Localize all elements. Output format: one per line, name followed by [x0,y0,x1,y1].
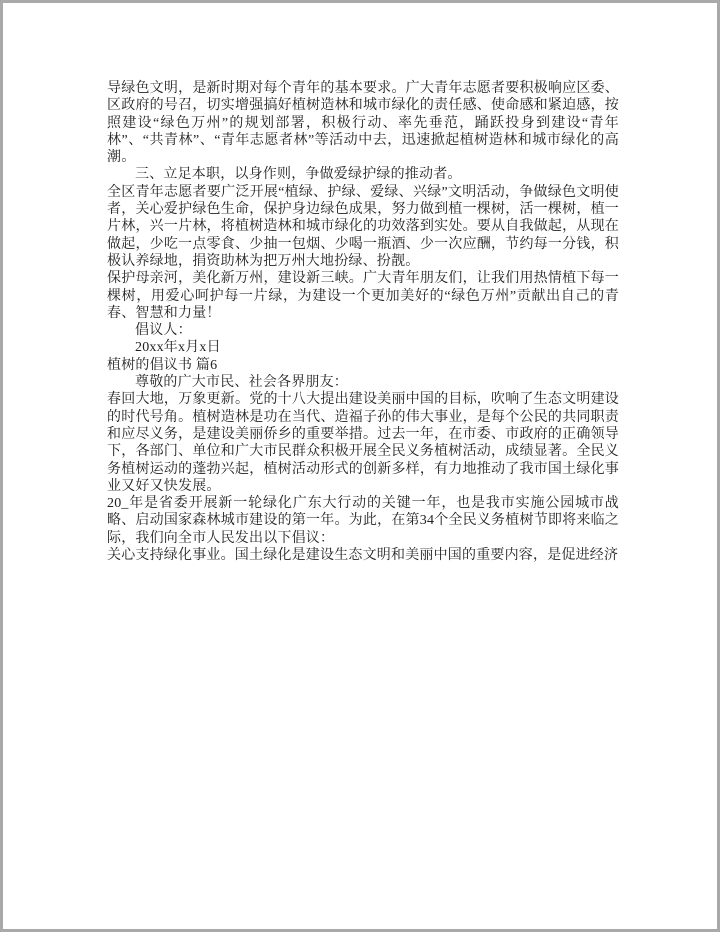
body-paragraph: 保护母亲河，美化新万州，建设新三峡。广大青年朋友们，让我们用热情植下每一棵树，用爱心呵护每一片绿，为建设一个更加美好的“绿色万州”贡献出自己的青春、智慧和力量！ [107,271,619,321]
document-content [107,80,619,564]
body-paragraph: 全区青年志愿者要广泛开展“植绿、护绿、爱绿、兴绿”文明活动，争做绿色文明使者，关心爱护绿色生命，保护身边绿色成果，努力做到植一棵树，活一棵树，植一片林，兴一片林，将植树造林和城市绿化的功效落到实处。要从自我做起，从现在做起，少吃一点零食、少抽一包烟、少喝一瓶酒、少一次应酬，节约每一分钱，积极认养绿地，捐资助林为把万州大地扮绿、扮靓。 [107,184,619,269]
signature-label: 倡议人： [135,323,192,339]
signature-date: 20xx年x月x日 [135,340,221,356]
body-paragraph-continuation: 导绿色文明，是新时期对每个青年的基本要求。广大青年志愿者要积极响应区委、区政府的号召，切实增强搞好植树造林和城市绿化的责任感、使命感和紧迫感，按照建设“绿色万州”的规划部署，积极行动、率先垂范，踊跃投身到建设“青年林”、“共青林”、“青年志愿者林”等活动中去，迅速掀起植树造林和城市绿化的高潮。 [107,81,619,166]
body-paragraph: 春回大地，万象更新。党的十八大提出建设美丽中国的目标，吹响了生态文明建设的时代号角。植树造林是功在当代、造福子孙的伟大事业，是每个公民的共同职责和应尽义务，是建设美丽侨乡的重要举措。过去一年，在市委、市政府的正确领导下，各部门、单位和广大市民群众积极开展全民义务植树活动，成绩显著。全民义务植树运动的蓬勃兴起，植树活动形式的创新多样，有力地推动了我市国土绿化事业又好又快发展。 [107,392,619,494]
section-heading: 三、立足本职，以身作则，争做爱绿护绿的推动者。 [135,167,462,183]
salutation: 尊敬的广大市民、社会各界朋友： [135,375,348,391]
body-paragraph: 20_年是省委开展新一轮绿化广东大行动的关键一年，也是我市实施公园城市战略、启动国家森林城市建设的第一年。为此，在第34个全民义务植树节即将来临之际，我们向全市人民发出以下倡议： [107,496,619,546]
body-paragraph-cutoff: 关心支持绿化事业。国土绿化是建设生态文明和美丽中国的重要内容，是促进经济 [107,548,619,564]
article-title: 植树的倡议书 篇6 [107,357,218,373]
